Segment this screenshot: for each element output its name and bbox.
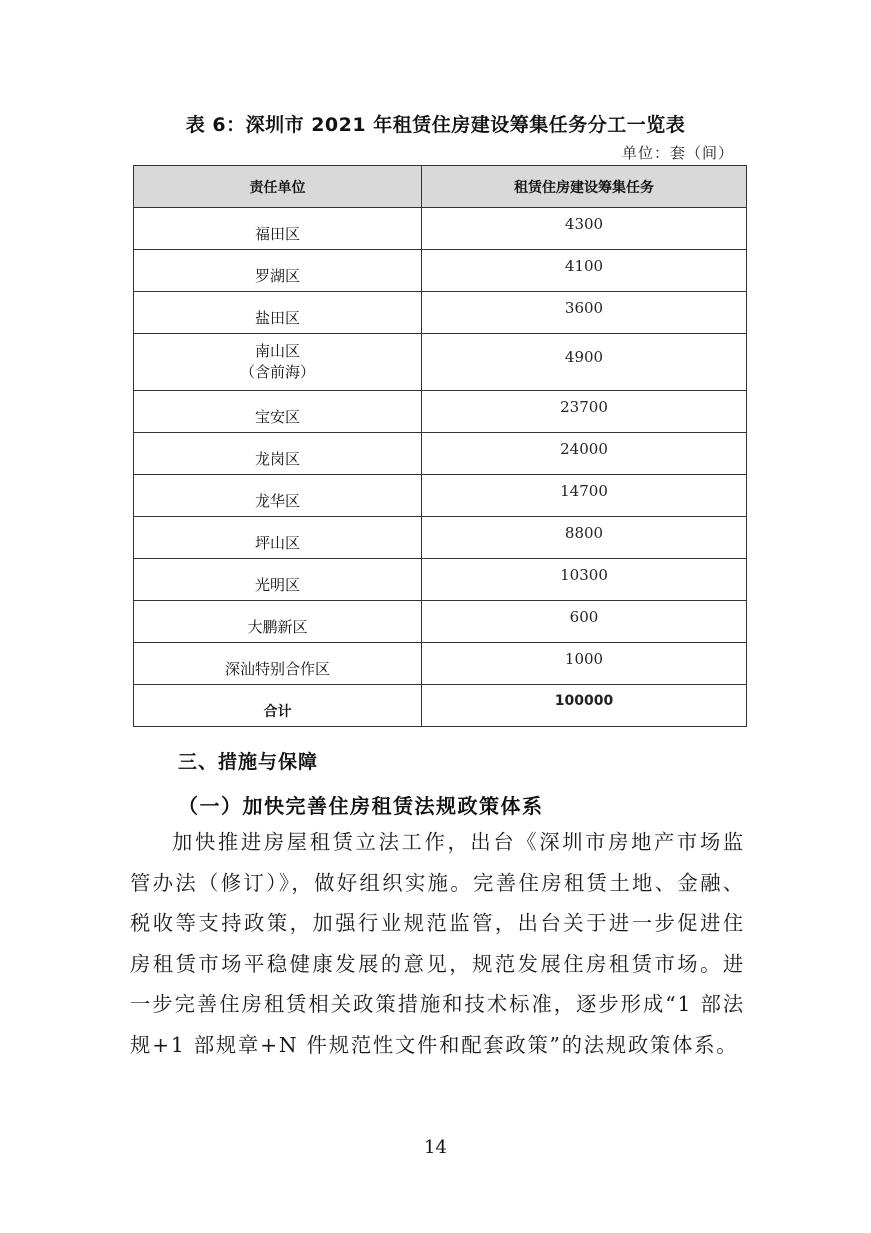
total-label: 合计 [134, 685, 422, 727]
unit-cell: 大鹏新区 [134, 601, 422, 643]
table-row [134, 517, 747, 559]
subsection-heading: （一）加快完善住房租赁法规政策体系 [178, 794, 544, 818]
table-row [134, 391, 747, 433]
table-row [134, 559, 747, 601]
section-heading: 三、措施与保障 [178, 751, 319, 773]
table-row [134, 250, 747, 292]
unit-cell [134, 334, 422, 391]
task-cell: 24000 [422, 433, 747, 475]
table-row [134, 475, 747, 517]
table-title: 表 6：深圳市 2021 年租赁住房建设筹集任务分工一览表 [185, 114, 686, 136]
unit-note: （含前海） [239, 363, 315, 381]
task-cell: 3600 [422, 292, 747, 334]
unit-cell: 龙华区 [134, 475, 422, 517]
table-row [134, 601, 747, 643]
table-row [134, 208, 747, 250]
task-cell: 14700 [422, 475, 747, 517]
header-task: 租赁住房建设筹集任务 [422, 166, 747, 208]
unit-cell: 深汕特别合作区 [134, 643, 422, 685]
task-cell: 8800 [422, 517, 747, 559]
unit-note: 单位：套（间） [621, 144, 734, 162]
unit-cell: 福田区 [134, 208, 422, 250]
total-row [134, 685, 747, 727]
task-cell: 23700 [422, 391, 747, 433]
header-responsible-unit: 责任单位 [134, 166, 422, 208]
unit-cell: 宝安区 [134, 391, 422, 433]
table-row [134, 643, 747, 685]
page-number: 14 [424, 1137, 447, 1158]
unit-cell: 龙岗区 [134, 433, 422, 475]
body-paragraph: 加快推进房屋租赁立法工作，出台《深圳市房地产市场监管办法（修订）》，做好组织实施。完善住房租赁土地、金融、税收等支持政策，加强行业规范监管，出台关于进一步促进住房租赁市场平稳健康发展的意见，规范发展住房租赁市场。进一步完善住房租赁相关政策措施和技术标准，逐步形成“1 部法规+1 部规章+N 件规范性文件和配套政策”的法规政策体系。 [130, 830, 745, 1057]
task-allocation-table [133, 165, 747, 727]
task-cell: 1000 [422, 643, 747, 685]
total-value: 100000 [422, 685, 747, 727]
task-cell: 10300 [422, 559, 747, 601]
unit-cell: 盐田区 [134, 292, 422, 334]
unit-cell: 坪山区 [134, 517, 422, 559]
table-row [134, 292, 747, 334]
unit-cell: 光明区 [134, 559, 422, 601]
task-cell: 4300 [422, 208, 747, 250]
table-row [134, 433, 747, 475]
unit-name: 南山区 [254, 342, 300, 360]
table-header-row [134, 166, 747, 208]
table-row [134, 334, 747, 391]
unit-cell: 罗湖区 [134, 250, 422, 292]
task-cell: 4100 [422, 250, 747, 292]
task-cell: 4900 [422, 334, 747, 391]
task-cell: 600 [422, 601, 747, 643]
